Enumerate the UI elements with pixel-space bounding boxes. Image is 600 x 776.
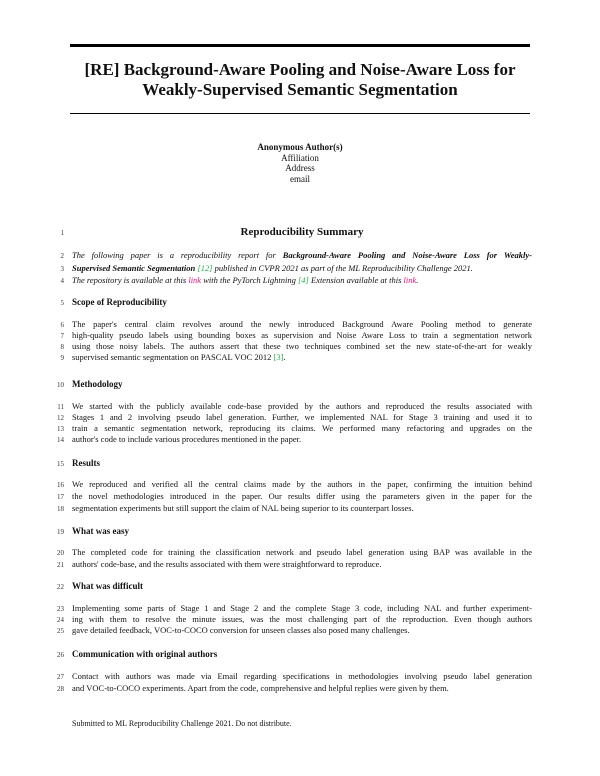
author-affiliation: Affiliation bbox=[281, 152, 319, 163]
line-number: 13 bbox=[57, 425, 64, 433]
body-line: Implementing some parts of Stage 1 and Stage 2 and the complete Stage 3 code, including NAL and further experiment- bbox=[72, 603, 532, 613]
line-number: 24 bbox=[57, 616, 64, 624]
title-line-1: [RE] Background-Aware Pooling and Noise-Aware Loss for bbox=[84, 60, 516, 79]
intro-line: The repository is available at this link with the PyTorch Lightning [4] Extension available at this link. bbox=[72, 275, 419, 285]
line-number: 9 bbox=[60, 354, 64, 362]
line-number: 3 bbox=[60, 265, 64, 273]
line-number: 12 bbox=[57, 414, 64, 422]
body-line: supervised semantic segmentation on PASCAL VOC 2012 [3]. bbox=[72, 352, 286, 362]
section-heading-scope: Scope of Reproducibility bbox=[72, 297, 167, 307]
intro-line: Supervised Semantic Segmentation [12] published in CVPR 2021 as part of the ML Reproducibility Challenge 2021. bbox=[72, 263, 473, 273]
body-line: the novel methodologies introduced in the paper. Our results differ using the parameters given in the paper for the bbox=[72, 491, 532, 501]
line-number: 27 bbox=[57, 673, 64, 681]
line-number: 20 bbox=[57, 549, 64, 557]
body-line: train a semantic segmentation network, reproducing its claims. We performed many refactoring and upgrades on the bbox=[72, 423, 532, 433]
line-number: 7 bbox=[60, 332, 64, 340]
body-line: ing with them to resolve the minute issues, was the most challenging part of the reproduction. Even though authors bbox=[72, 614, 532, 624]
section-heading-communication: Communication with original authors bbox=[72, 649, 218, 659]
body-line: We reproduced and verified all the central claims made by the authors in the paper, confirming the intuition behind bbox=[72, 479, 532, 489]
line-number: 1 bbox=[60, 229, 64, 237]
citation-link[interactable]: [3] bbox=[273, 352, 284, 362]
line-number: 25 bbox=[57, 627, 64, 635]
paper-title bbox=[60, 60, 540, 100]
body-line: authors' code-base, and the results associated with them were straightforward to reproduce. bbox=[72, 559, 382, 569]
body-line: segmentation experiments but still support the claim of NAL being superior to its counterpart losses. bbox=[72, 503, 414, 513]
line-number: 28 bbox=[57, 685, 64, 693]
section-heading-results: Results bbox=[72, 458, 101, 468]
line-number: 2 bbox=[60, 252, 64, 260]
line-number: 18 bbox=[57, 505, 64, 513]
line-number: 26 bbox=[57, 651, 64, 659]
line-number: 15 bbox=[57, 460, 64, 468]
body-line: Stages 1 and 2 involving pseudo label generation. Further, we implemented NAL for Stage 3 training and used it to bbox=[72, 412, 532, 422]
extension-link[interactable]: link bbox=[403, 275, 417, 285]
line-number: 21 bbox=[57, 561, 64, 569]
citation-link[interactable]: [4] bbox=[297, 275, 309, 285]
citation-link[interactable]: [12] bbox=[197, 263, 213, 273]
line-number: 8 bbox=[60, 343, 64, 351]
line-number: 16 bbox=[57, 481, 64, 489]
author-address: Address bbox=[285, 163, 315, 173]
section-heading-difficult: What was difficult bbox=[72, 581, 144, 591]
line-number: 14 bbox=[57, 436, 64, 444]
line-number: 4 bbox=[60, 277, 64, 285]
body-line: author's code to include various procedures mentioned in the paper. bbox=[72, 434, 302, 444]
body-line: The paper's central claim revolves around the newly introduced Background Aware Pooling method to generate bbox=[72, 319, 532, 329]
line-number: 10 bbox=[57, 381, 64, 389]
line-number: 11 bbox=[57, 403, 64, 411]
body-line: using those noisy labels. The authors assert that these two techniques combined set the new state-of-the-art for weakly bbox=[72, 341, 532, 351]
line-number: 5 bbox=[60, 299, 64, 307]
body-line: and VOC-to-COCO experiments. Apart from the code, comprehensive and helpful replies were given by them. bbox=[72, 683, 449, 693]
line-number: 23 bbox=[57, 605, 64, 613]
repository-link[interactable]: link bbox=[188, 275, 202, 285]
body-line: gave detailed feedback, VOC-to-COCO conversion for unseen classes also posed many challenges. bbox=[72, 625, 410, 635]
line-number: 22 bbox=[57, 583, 64, 591]
body-line: We started with the publicly available code-base provided by the authors and reproduced the results associated with bbox=[72, 401, 532, 411]
author-email: email bbox=[290, 173, 310, 184]
line-number: 19 bbox=[57, 528, 64, 536]
author-name: Anonymous Author(s) bbox=[257, 142, 343, 152]
intro-line: The following paper is a reproducibility report for Background-Aware Pooling and Noise-Aware Loss for Weakly- bbox=[72, 250, 532, 260]
title-rule bbox=[70, 113, 530, 114]
author-block bbox=[200, 142, 400, 184]
top-rule bbox=[70, 44, 530, 47]
title-line-2: Weakly-Supervised Semantic Segmentation bbox=[142, 80, 458, 99]
section-heading-methodology: Methodology bbox=[72, 379, 123, 389]
line-number: 17 bbox=[57, 493, 64, 501]
body-line: high-quality pseudo labels using bounding boxes as supervision and Noise Aware Loss to train a segmentation network bbox=[72, 330, 532, 340]
body-line: The completed code for training the classification network and pseudo label generation using BAP was available in the bbox=[72, 547, 532, 557]
body-line: Contact with authors was made via Email regarding specifications in methodologies involving pseudo label generation bbox=[72, 671, 532, 681]
footer-note: Submitted to ML Reproducibility Challenge 2021. Do not distribute. bbox=[72, 719, 292, 728]
section-heading-easy: What was easy bbox=[72, 526, 130, 536]
summary-heading: Reproducibility Summary bbox=[240, 226, 364, 238]
line-number: 6 bbox=[60, 321, 64, 329]
